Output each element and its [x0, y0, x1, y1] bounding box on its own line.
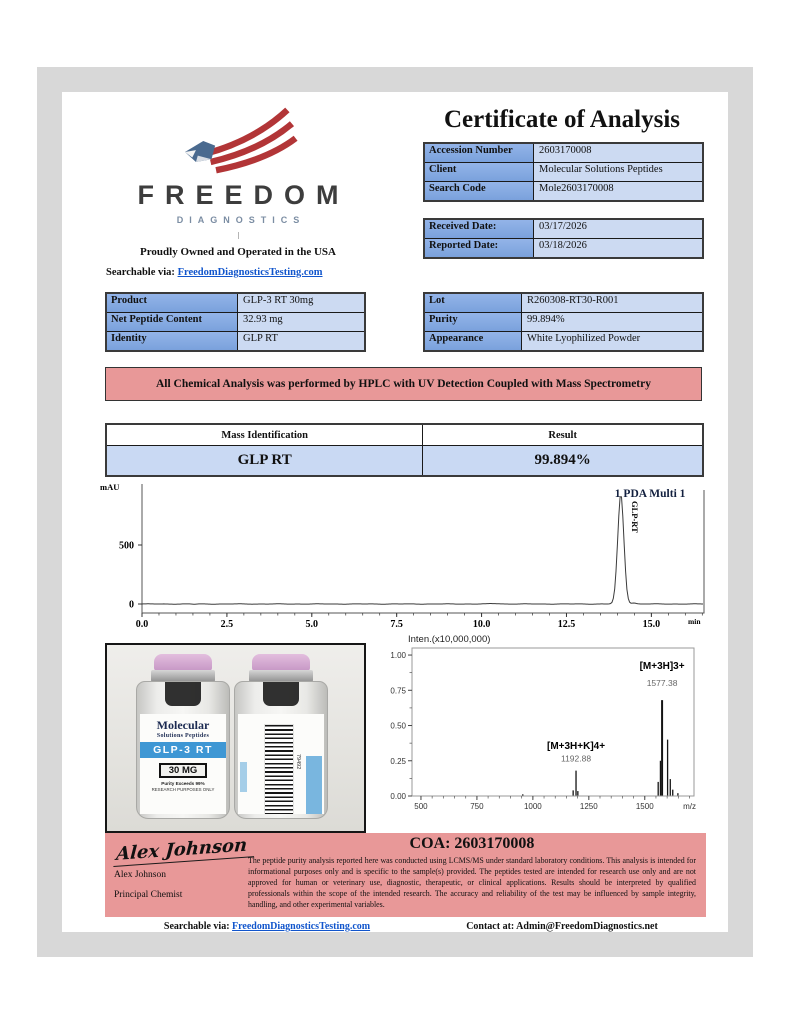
cell-value: Mole2603170008 — [534, 182, 702, 200]
cell-value: White Lyophilized Powder — [522, 332, 702, 350]
svg-text:0.50: 0.50 — [390, 721, 406, 731]
table-row — [425, 294, 702, 313]
svg-text:0.25: 0.25 — [390, 756, 406, 766]
vial-glass — [234, 681, 328, 819]
mass-identification-table — [105, 423, 704, 477]
table-row — [107, 313, 364, 332]
cell-label: Appearance — [425, 332, 522, 350]
table-row — [425, 163, 702, 182]
vial-band-wrap — [306, 756, 322, 814]
svg-text:1192.88: 1192.88 — [560, 753, 592, 764]
hplc-chromatogram — [92, 478, 712, 635]
vial-brand: Molecular — [156, 718, 210, 732]
signature-footer — [105, 833, 706, 917]
svg-text:7.5: 7.5 — [390, 619, 403, 630]
vial-cap — [154, 654, 212, 671]
svg-text:m/z: m/z — [683, 802, 696, 811]
brand-name: FREEDOM — [137, 180, 350, 210]
mass-spectrum-plot — [372, 632, 712, 824]
table-row — [107, 332, 364, 350]
dates-table — [423, 218, 704, 259]
svg-text:10.0: 10.0 — [472, 619, 491, 630]
vial-glass — [136, 681, 230, 819]
svg-text:[M+3H+K]4+: [M+3H+K]4+ — [546, 740, 606, 752]
product-table — [105, 292, 366, 352]
hplc-chromatogram-plot — [92, 478, 712, 630]
disclaimer-column — [242, 833, 706, 917]
cell-value: 99.894% — [522, 313, 702, 331]
cell-value: Molecular Solutions Peptides — [534, 163, 702, 181]
svg-text:5.0: 5.0 — [305, 619, 319, 630]
mass-spectrum — [372, 632, 712, 829]
svg-text:0: 0 — [129, 599, 134, 611]
svg-text:Inten.(x10,000,000): Inten.(x10,000,000) — [408, 634, 491, 645]
handwritten-signature: Alex Johnson — [113, 834, 255, 867]
cell-value: 03/18/2026 — [534, 239, 702, 257]
table-row — [107, 294, 364, 313]
brand-logo-block — [100, 104, 376, 278]
svg-text:GLP-RT: GLP-RT — [629, 501, 640, 533]
table-row — [425, 182, 702, 200]
vial-band-wrap — [240, 762, 247, 792]
table-row — [425, 239, 702, 257]
searchable-prefix: Searchable via: — [106, 267, 175, 278]
vial-purity-note: Purity Exceeds 99% — [161, 781, 205, 786]
vial-label-back — [238, 714, 324, 814]
cell-value: GLP RT — [107, 446, 423, 475]
svg-text:1.00: 1.00 — [390, 651, 406, 661]
brand-subtitle: DIAGNOSTICS — [176, 215, 306, 225]
svg-text:1000: 1000 — [523, 802, 542, 811]
banner-text: All Chemical Analysis was performed by HPLC with UV Detection Coupled with Mass Spectrometry — [155, 378, 651, 390]
eagle-flag-icon — [174, 104, 302, 178]
table-row — [425, 332, 702, 350]
disclaimer-text: The peptide purity analysis reported here was conducted using LCMS/MS under standard laboratory conditions. This analysis is intended for informational purposes only and is specific to the sample(s) provided. The peptides tested are intended for research use only and are not approved for human or veterinary use, diagnostic, therapeutic, or clinical applications. Results should be interpreted by qualified professionals within the scope of the intended research. The accuracy and reliability of the test may be influenced by sample integrity, handling, and other experimental variables. — [248, 856, 696, 909]
vial-product-band: GLP-3 RT — [140, 742, 226, 758]
cell-label: Reported Date: — [425, 239, 534, 257]
coa-number: COA: 2603170008 — [409, 835, 535, 852]
footer-search-link[interactable]: FreedomDiagnosticsTesting.com — [232, 921, 371, 932]
table-header-row — [107, 425, 702, 446]
product-vials-photo — [105, 643, 366, 833]
cell-label: Received Date: — [425, 220, 534, 238]
signer-role: Principal Chemist — [114, 890, 183, 900]
cell-label: Purity — [425, 313, 522, 331]
svg-text:1577.38: 1577.38 — [646, 678, 678, 689]
svg-text:15.0: 15.0 — [642, 619, 661, 630]
barcode — [264, 724, 294, 814]
column-header: Result — [548, 429, 577, 441]
svg-text:2.5: 2.5 — [220, 619, 234, 630]
cell-label: Product — [107, 294, 238, 312]
certificate-sheet — [62, 92, 728, 932]
vial-brand-sub: Solutions Peptides — [156, 733, 210, 739]
signer-name: Alex Johnson — [114, 870, 166, 880]
cell-value: GLP RT — [238, 332, 364, 350]
vial-stopper — [263, 682, 299, 706]
cell-label: Net Peptide Content — [107, 313, 238, 331]
vial-cap — [252, 654, 310, 671]
accession-table — [423, 142, 704, 202]
column-header: Mass Identification — [107, 425, 423, 445]
svg-text:min: min — [688, 617, 701, 626]
cell-label: Accession Number — [425, 144, 534, 162]
cell-value: 32.93 mg — [238, 313, 364, 331]
table-row — [425, 144, 702, 163]
svg-text:0.0: 0.0 — [135, 619, 149, 630]
page-frame — [37, 67, 753, 957]
page-title: Certificate of Analysis — [443, 106, 681, 133]
svg-text:[M+3H]3+: [M+3H]3+ — [639, 661, 685, 673]
footer-contact: Contact at: Admin@FreedomDiagnostics.net — [466, 921, 658, 932]
vial-back — [233, 654, 329, 819]
svg-text:mAU: mAU — [100, 482, 120, 492]
cell-value: R260308-RT30-R001 — [522, 294, 702, 312]
svg-text:500: 500 — [119, 540, 134, 552]
svg-text:1500: 1500 — [635, 802, 654, 811]
svg-text:1250: 1250 — [579, 802, 598, 811]
vial-front — [135, 654, 231, 819]
signature-column — [105, 833, 248, 917]
svg-text:12.5: 12.5 — [557, 619, 576, 630]
vial-dose: 30 MG — [159, 763, 207, 778]
table-row — [425, 220, 702, 239]
cell-label: Search Code — [425, 182, 534, 200]
cell-value: 2603170008 — [534, 144, 702, 162]
cell-label: Lot — [425, 294, 522, 312]
cell-label: Identity — [107, 332, 238, 350]
brand-tagline: Proudly Owned and Operated in the USA — [140, 246, 336, 258]
svg-text:750: 750 — [470, 802, 484, 811]
footer-search-prefix: Searchable via: — [163, 921, 230, 932]
table-row — [425, 313, 702, 332]
svg-text:0.00: 0.00 — [390, 792, 406, 801]
searchable-line — [100, 267, 376, 278]
searchable-link[interactable]: FreedomDiagnosticsTesting.com — [177, 267, 323, 278]
vial-label — [140, 714, 226, 814]
analysis-method-banner — [105, 367, 702, 401]
cell-label: Client — [425, 163, 534, 181]
divider — [238, 232, 239, 239]
vial-research-note: RESEARCH PURPOSES ONLY — [151, 787, 215, 792]
svg-text:500: 500 — [414, 802, 428, 811]
svg-text:0.75: 0.75 — [390, 686, 406, 696]
footer-searchable-line — [132, 921, 402, 932]
cell-value: 03/17/2026 — [534, 220, 702, 238]
barcode-number: 79492 — [295, 754, 301, 770]
vial-stopper — [165, 682, 201, 706]
lot-table — [423, 292, 704, 352]
cell-value: 99.894% — [534, 452, 591, 468]
table-row — [107, 446, 702, 475]
cell-value: GLP-3 RT 30mg — [238, 294, 364, 312]
svg-text:1 PDA Multi 1: 1 PDA Multi 1 — [614, 488, 686, 500]
